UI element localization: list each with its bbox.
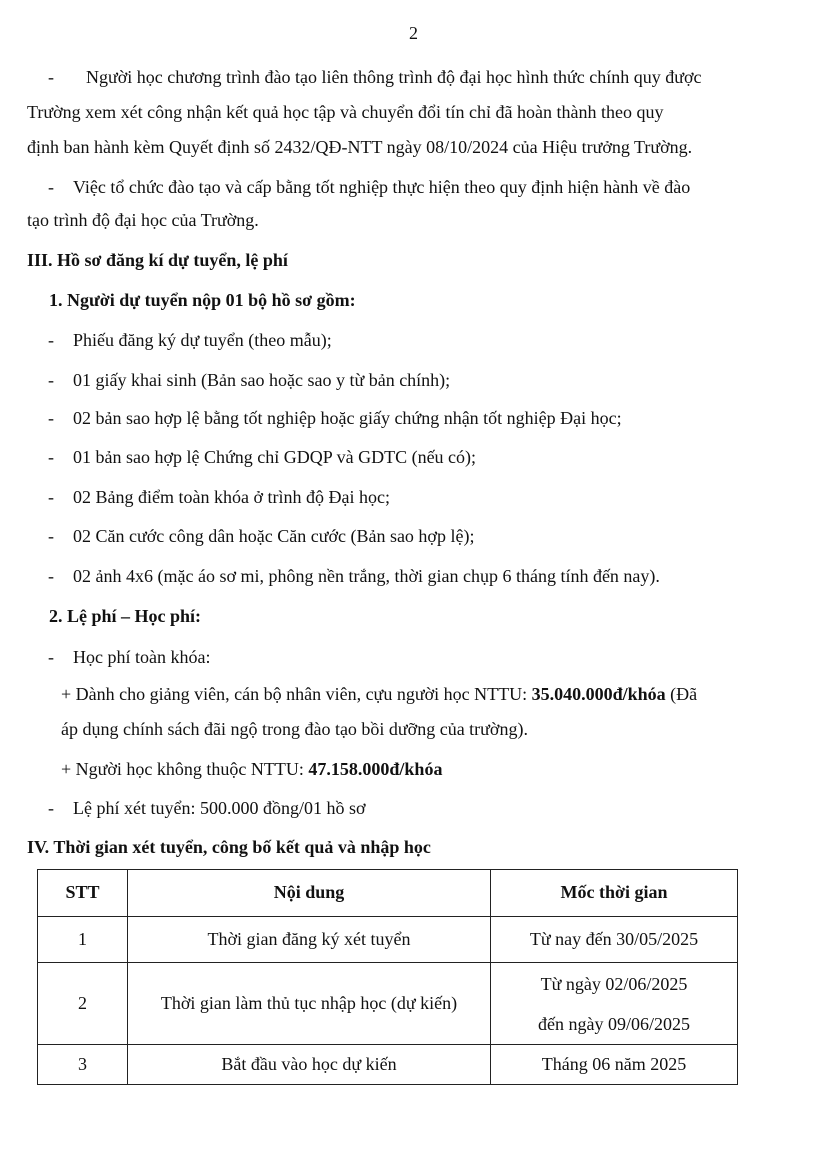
fee-staff-amount: 35.040.000đ/khóa bbox=[531, 684, 666, 704]
schedule-table bbox=[37, 869, 738, 1085]
section-heading-3: III. Hồ sơ đăng kí dự tuyển, lệ phí bbox=[27, 250, 288, 270]
fee-label: Học phí toàn khóa: bbox=[73, 647, 211, 667]
list-item: 01 giấy khai sinh (Bản sao hoặc sao y từ bản chính); bbox=[73, 370, 451, 390]
bullet-dash: - bbox=[48, 67, 54, 87]
table-row bbox=[38, 1045, 738, 1085]
list-item: 02 ảnh 4x6 (mặc áo sơ mi, phông nền trắng, thời gian chụp 6 tháng tính đến nay). bbox=[73, 566, 660, 586]
cell-time bbox=[491, 963, 738, 1045]
paragraph-line: Người học chương trình đào tạo liên thông trình độ đại học hình thức chính quy được bbox=[86, 67, 702, 87]
fee-staff-tail: (Đã bbox=[665, 684, 698, 704]
bullet-dash: - bbox=[48, 647, 54, 667]
paragraph-line: Việc tổ chức đào tạo và cấp bằng tốt nghiệp thực hiện theo quy định hiện hành về đào bbox=[73, 177, 691, 197]
bullet-dash: - bbox=[48, 370, 54, 390]
table-row bbox=[38, 917, 738, 963]
bullet-dash: - bbox=[48, 447, 54, 467]
bullet-dash: - bbox=[48, 798, 54, 818]
cell-time-line: Từ ngày 02/06/2025 bbox=[540, 973, 688, 994]
list-item: 02 Căn cước công dân hoặc Căn cước (Bản sao hợp lệ); bbox=[73, 526, 475, 546]
list-item: Phiếu đăng ký dự tuyển (theo mẫu); bbox=[73, 330, 332, 350]
list-item: 01 bản sao hợp lệ Chứng chỉ GDQP và GDTC (nếu có); bbox=[73, 447, 477, 467]
cell-stt: 2 bbox=[38, 963, 128, 1045]
cell-time: Từ nay đến 30/05/2025 bbox=[491, 917, 738, 963]
header-content: Nội dung bbox=[128, 870, 491, 917]
bullet-dash: - bbox=[48, 566, 54, 586]
bullet-dash: - bbox=[48, 177, 54, 197]
header-stt: STT bbox=[38, 870, 128, 917]
fee-external-line bbox=[61, 758, 442, 781]
paragraph-line: tạo trình độ đại học của Trường. bbox=[27, 210, 259, 230]
fee-staff-text: + Dành cho giảng viên, cán bộ nhân viên, cựu người học NTTU: bbox=[61, 684, 532, 704]
fee-staff-line bbox=[61, 683, 697, 706]
admission-fee: Lệ phí xét tuyển: 500.000 đồng/01 hồ sơ bbox=[73, 798, 366, 818]
fee-external-amount: 47.158.000đ/khóa bbox=[308, 759, 443, 779]
cell-time-line: đến ngày 09/06/2025 bbox=[538, 1013, 690, 1034]
bullet-dash: - bbox=[48, 487, 54, 507]
cell-stt: 3 bbox=[38, 1045, 128, 1085]
cell-content: Bắt đầu vào học dự kiến bbox=[128, 1045, 491, 1085]
fee-external-text: + Người học không thuộc NTTU: bbox=[61, 759, 309, 779]
list-item: 02 Bảng điểm toàn khóa ở trình độ Đại học; bbox=[73, 487, 390, 507]
page-number: 2 bbox=[409, 23, 418, 43]
header-time: Mốc thời gian bbox=[491, 870, 738, 917]
bullet-dash: - bbox=[48, 526, 54, 546]
paragraph-line: Trường xem xét công nhận kết quả học tập và chuyển đổi tín chỉ đã hoàn thành theo quy bbox=[27, 102, 664, 122]
cell-stt: 1 bbox=[38, 917, 128, 963]
bullet-dash: - bbox=[48, 330, 54, 350]
paragraph-line: định ban hành kèm Quyết định số 2432/QĐ-NTT ngày 08/10/2024 của Hiệu trưởng Trường. bbox=[27, 137, 693, 157]
cell-time: Tháng 06 năm 2025 bbox=[491, 1045, 738, 1085]
table-row bbox=[38, 963, 738, 1045]
cell-content: Thời gian đăng ký xét tuyển bbox=[128, 917, 491, 963]
subheading-fees: 2. Lệ phí – Học phí: bbox=[49, 606, 202, 626]
bullet-dash: - bbox=[48, 408, 54, 428]
list-item: 02 bản sao hợp lệ bằng tốt nghiệp hoặc giấy chứng nhận tốt nghiệp Đại học; bbox=[73, 408, 622, 428]
subheading-documents: 1. Người dự tuyển nộp 01 bộ hồ sơ gồm: bbox=[49, 290, 356, 310]
table-header-row bbox=[38, 870, 738, 917]
fee-staff-note: áp dụng chính sách đãi ngộ trong đào tạo bồi dưỡng của trường). bbox=[61, 719, 528, 739]
cell-content: Thời gian làm thủ tục nhập học (dự kiến) bbox=[128, 963, 491, 1045]
section-heading-4: IV. Thời gian xét tuyển, công bố kết quả và nhập học bbox=[27, 837, 431, 857]
